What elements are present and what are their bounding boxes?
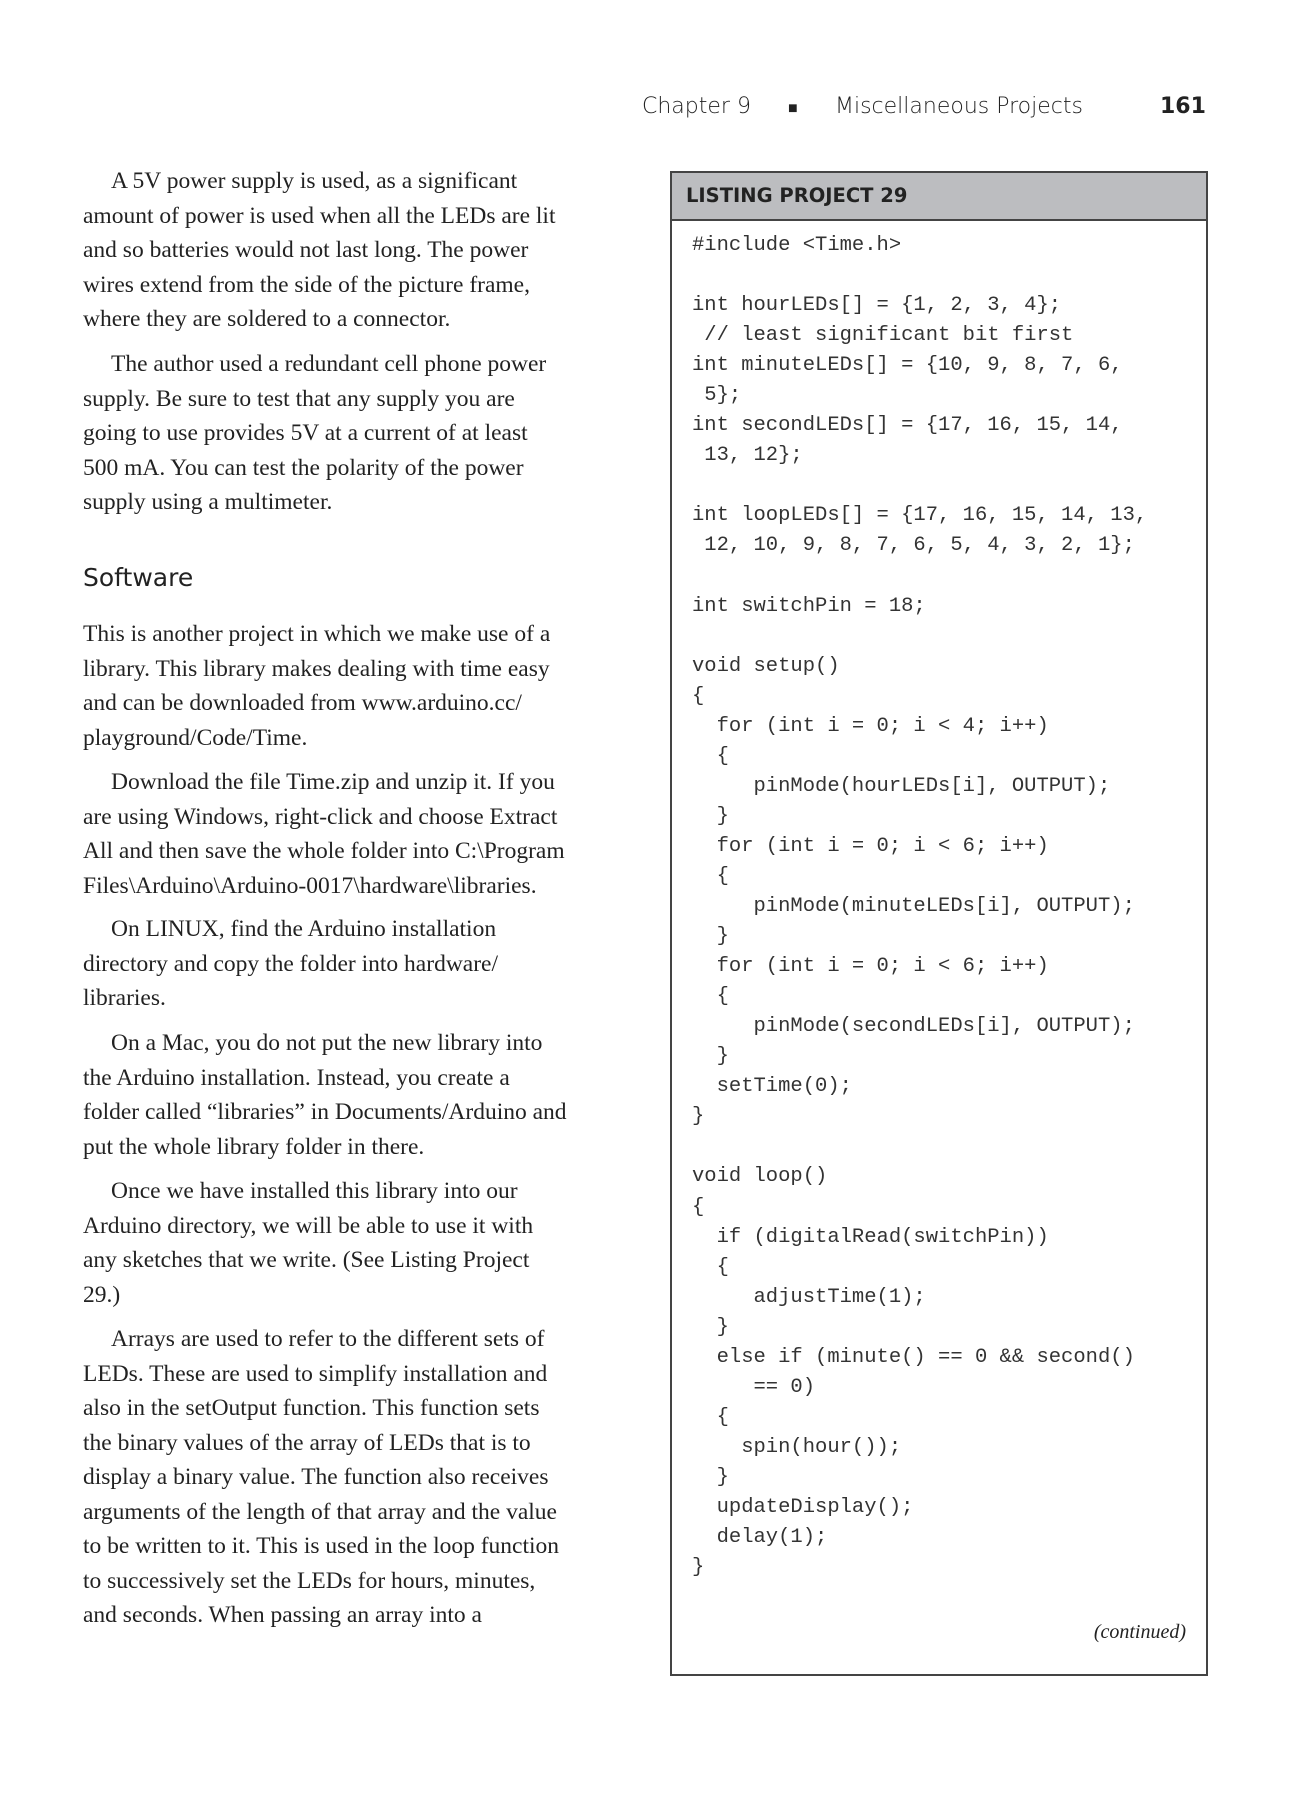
text-line: library. This library makes dealing with time easy bbox=[83, 655, 550, 682]
text-line: Download the file Time.zip and unzip it. If you bbox=[111, 769, 555, 795]
code-line: pinMode(minuteLEDs[i], OUTPUT); bbox=[692, 895, 1135, 919]
text-line: On LINUX, find the Arduino installation bbox=[111, 916, 497, 942]
running-header-chapter: Chapter 9 bbox=[642, 94, 751, 119]
code-line: { bbox=[692, 864, 729, 888]
code-line: delay(1); bbox=[692, 1526, 828, 1550]
code-listing-box bbox=[670, 171, 1208, 1676]
code-line: for (int i = 0; i < 6; i++) bbox=[692, 955, 1049, 979]
text-line: On a Mac, you do not put the new library into bbox=[111, 1030, 543, 1056]
code-line: else if (minute() == 0 && second() bbox=[692, 1345, 1135, 1369]
code-line bbox=[692, 261, 1147, 291]
text-line: and so batteries would not last long. The power bbox=[83, 237, 529, 263]
code-line: } bbox=[692, 1045, 729, 1069]
text-line: 500 mA. You can test the polarity of the power bbox=[83, 454, 524, 481]
code-line: // least significant bit first bbox=[692, 324, 1074, 348]
text-line: A 5V power supply is used, as a significant bbox=[111, 168, 518, 194]
continued-note: (continued) bbox=[1093, 1621, 1186, 1643]
code-line: int secondLEDs[] = {17, 16, 15, 14, bbox=[692, 414, 1123, 438]
code-line: adjustTime(1); bbox=[692, 1285, 926, 1309]
running-header-section: Miscellaneous Projects bbox=[835, 94, 1083, 119]
text-line: Files\Arduino\Arduino-0017\hardware\libraries. bbox=[83, 872, 537, 899]
text-line: All and then save the whole folder into C:\Program bbox=[83, 838, 565, 864]
code-line: { bbox=[692, 985, 729, 1009]
text-line: to be written to it. This is used in the loop function bbox=[83, 1533, 560, 1559]
code-line: int loopLEDs[] = {17, 16, 15, 14, 13, bbox=[692, 504, 1148, 528]
code-line: { bbox=[692, 684, 705, 708]
paragraph-linux-install bbox=[83, 912, 623, 1016]
text-line: supply. Be sure to test that any supply you are bbox=[83, 385, 515, 412]
code-line: #include <Time.h> bbox=[692, 234, 902, 257]
paragraph-library bbox=[83, 617, 623, 755]
paragraph-installed bbox=[83, 1174, 623, 1312]
code-line: 12, 10, 9, 8, 7, 6, 5, 4, 3, 2, 1}; bbox=[692, 534, 1135, 558]
text-line: folder called “libraries” in Documents/Arduino and bbox=[83, 1099, 567, 1125]
text-line: display a binary value. The function also receives bbox=[83, 1464, 549, 1490]
code-line: } bbox=[692, 925, 729, 949]
code-line: { bbox=[692, 1195, 705, 1219]
code-line: { bbox=[692, 744, 729, 768]
paragraph-power-supply bbox=[83, 164, 623, 337]
text-line: This is another project in which we make use of a bbox=[83, 621, 551, 647]
text-line: wires extend from the side of the picture frame, bbox=[83, 271, 530, 298]
text-line: and can be downloaded from www.arduino.cc/ bbox=[83, 690, 522, 716]
code-line bbox=[692, 622, 1147, 652]
text-line: the binary values of the array of LEDs that is to bbox=[83, 1429, 531, 1456]
code-line bbox=[692, 1132, 1147, 1162]
paragraph-author-supply bbox=[83, 347, 623, 520]
code-line: == 0) bbox=[692, 1375, 816, 1399]
code-line: 13, 12}; bbox=[692, 444, 803, 468]
code-line: pinMode(secondLEDs[i], OUTPUT); bbox=[692, 1015, 1135, 1039]
page-number: 161 bbox=[1160, 94, 1206, 119]
code-line: setTime(0); bbox=[692, 1075, 852, 1099]
text-line: put the whole library folder in there. bbox=[83, 1133, 425, 1160]
text-line: to successively set the LEDs for hours, minutes, bbox=[83, 1567, 536, 1594]
code-line bbox=[692, 562, 1147, 592]
code-line: int switchPin = 18; bbox=[692, 594, 926, 618]
text-line: any sketches that we write. (See Listing Project bbox=[83, 1247, 530, 1273]
code-line: int minuteLEDs[] = {10, 9, 8, 7, 6, bbox=[692, 354, 1123, 378]
section-heading-software: Software bbox=[83, 563, 194, 592]
text-line: libraries. bbox=[83, 985, 166, 1011]
text-line: amount of power is used when all the LEDs are lit bbox=[83, 202, 556, 229]
code-line: if (digitalRead(switchPin)) bbox=[692, 1225, 1049, 1249]
code-line: int hourLEDs[] = {1, 2, 3, 4}; bbox=[692, 294, 1062, 318]
text-line: and seconds. When passing an array into a bbox=[83, 1602, 482, 1628]
listing-title: LISTING PROJECT 29 bbox=[672, 173, 1206, 221]
code-block bbox=[692, 231, 1147, 1583]
text-line: LEDs. These are used to simplify installation and bbox=[83, 1360, 548, 1387]
text-line: are using Windows, right-click and choose Extract bbox=[83, 803, 558, 830]
code-line: for (int i = 0; i < 6; i++) bbox=[692, 834, 1049, 858]
text-line: Arrays are used to refer to the different sets of bbox=[111, 1326, 545, 1352]
code-line bbox=[692, 471, 1147, 501]
paragraph-mac-install bbox=[83, 1026, 623, 1164]
text-line: the Arduino installation. Instead, you create a bbox=[83, 1064, 510, 1091]
code-line: spin(hour()); bbox=[692, 1435, 902, 1459]
text-line: also in the setOutput function. This function sets bbox=[83, 1395, 540, 1421]
text-line: 29.) bbox=[83, 1281, 121, 1308]
code-line: } bbox=[692, 1465, 729, 1489]
code-line: } bbox=[692, 1556, 705, 1580]
text-line: where they are soldered to a connector. bbox=[83, 306, 451, 332]
code-line: updateDisplay(); bbox=[692, 1495, 914, 1519]
text-line: playground/Code/Time. bbox=[83, 724, 308, 751]
header-bullet: ■ bbox=[788, 98, 798, 117]
code-line: } bbox=[692, 1105, 705, 1129]
code-line: pinMode(hourLEDs[i], OUTPUT); bbox=[692, 774, 1111, 798]
text-line: supply using a multimeter. bbox=[83, 489, 333, 515]
text-line: arguments of the length of that array and the value bbox=[83, 1498, 557, 1525]
code-line: 5}; bbox=[692, 384, 742, 408]
code-line: { bbox=[692, 1255, 729, 1279]
code-line: } bbox=[692, 1315, 729, 1339]
code-line: for (int i = 0; i < 4; i++) bbox=[692, 714, 1049, 738]
text-line: Arduino directory, we will be able to use it with bbox=[83, 1212, 534, 1239]
code-line: void loop() bbox=[692, 1165, 828, 1189]
paragraph-arrays bbox=[83, 1322, 623, 1633]
paragraph-windows-install bbox=[83, 765, 623, 903]
text-line: The author used a redundant cell phone power bbox=[111, 351, 547, 377]
text-line: going to use provides 5V at a current of at least bbox=[83, 420, 528, 446]
code-line: void setup() bbox=[692, 654, 840, 678]
text-line: Once we have installed this library into our bbox=[111, 1178, 518, 1204]
code-line: } bbox=[692, 804, 729, 828]
code-line: { bbox=[692, 1405, 729, 1429]
text-line: directory and copy the folder into hardware/ bbox=[83, 950, 499, 977]
